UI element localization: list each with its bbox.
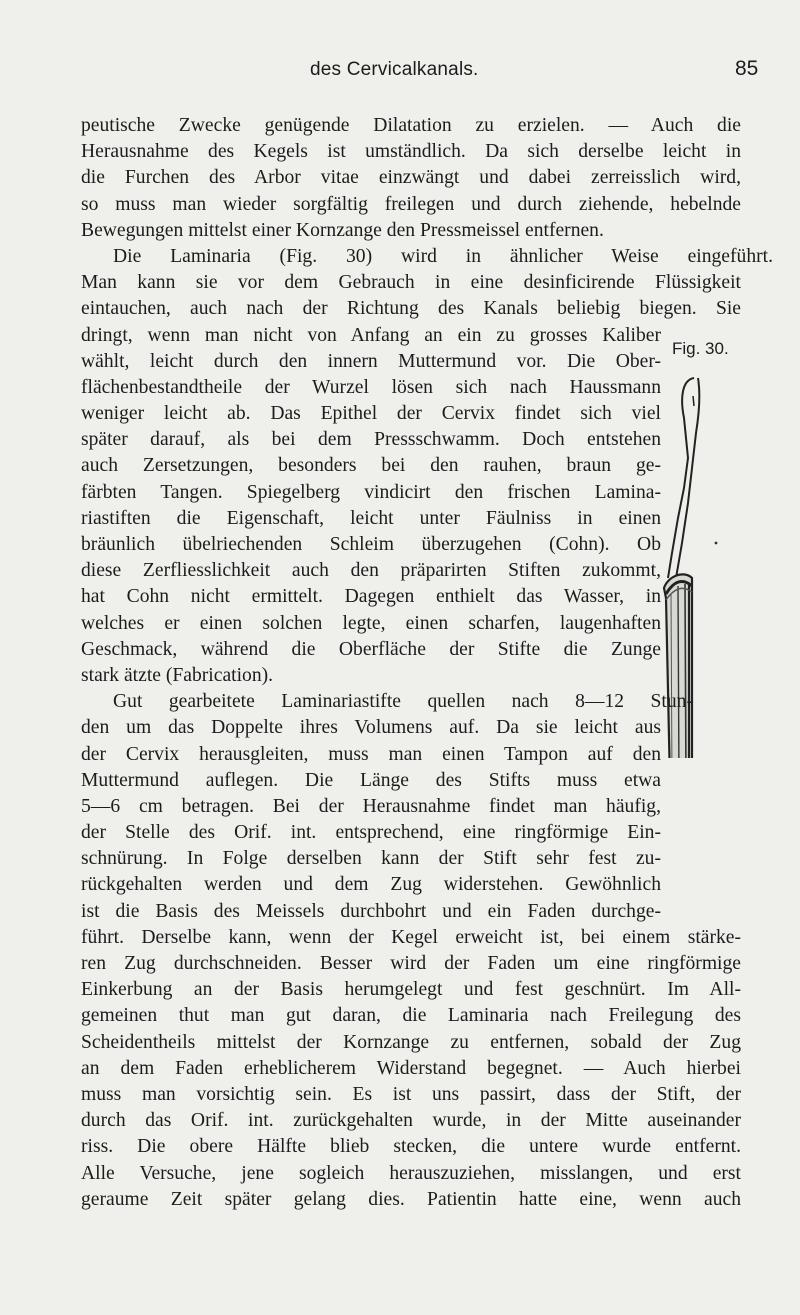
text-line: Muttermund auflegen. Die Länge des Stifts muss etwa <box>81 769 661 791</box>
text-line: an dem Faden erheblicherem Widerstand begegnet. — Auch hierbei <box>81 1057 741 1079</box>
text-line: den um das Doppelte ihres Volumens auf. Da sie leicht aus <box>81 717 661 739</box>
text-line: stark ätzte (Fabrication). <box>81 664 274 686</box>
text-line: diese Zerfliesslichkeit auch den präparirten Stiften zukommt, <box>81 560 661 582</box>
text-line: geraume Zeit später gelang dies. Patientin hatte eine, wenn auch <box>81 1188 741 1210</box>
text-line: welches er einen solchen legte, einen scharfen, laugenhaften <box>81 612 661 634</box>
figure-label: Fig. 30. <box>672 339 729 358</box>
text-line: bräunlich übelriechenden Schleim überzugehen (Cohn). Ob <box>81 534 661 555</box>
text-line: der Stelle des Orif. int. entsprechend, eine ringförmige Ein- <box>81 822 661 844</box>
text-line: führt. Derselbe kann, wenn der Kegel erweicht ist, bei einem stärke- <box>81 926 741 948</box>
text-line: peutische Zwecke genügende Dilatation zu erzielen. — Auch die <box>81 115 741 136</box>
text-line: weniger leicht ab. Das Epithel der Cervix findet sich viel <box>81 403 661 425</box>
text-line: ren Zug durchschneiden. Besser wird der Faden um eine ringförmige <box>81 953 741 974</box>
text-line: Scheidentheils mittelst der Kornzange zu entfernen, sobald der Zug <box>81 1031 741 1053</box>
text-line: rückgehalten werden und dem Zug widerstehen. Gewöhnlich <box>81 874 661 896</box>
text-line: die Furchen des Arbor vitae einzwängt und dabei zerreisslich wird, <box>81 167 741 189</box>
text-line: wählt, leicht durch den innern Muttermund vor. Die Ober- <box>81 350 661 372</box>
text-line: Bewegungen mittelst einer Kornzange den Pressmeissel entfernen. <box>81 219 604 241</box>
text-line: Die Laminaria (Fig. 30) wird in ähnlicher Weise eingeführt. <box>113 245 773 267</box>
page-number: 85 <box>735 57 759 80</box>
text-line: färbten Tangen. Spiegelberg vindicirt den frischen Lamina- <box>81 481 661 503</box>
text-line: Einkerbung an der Basis herumgelegt und fest geschnürt. Im All- <box>81 979 741 1001</box>
body-text <box>81 113 773 1213</box>
text-line: später darauf, als bei dem Pressschwamm. Doch entstehen <box>81 429 661 451</box>
text-line: Geschmack, während die Oberfläche der Stifte die Zunge <box>81 638 661 660</box>
running-head: des Cervicalkanals. <box>310 59 479 80</box>
text-line: muss man vorsichtig sein. Es ist uns passirt, dass der Stift, der <box>81 1083 741 1105</box>
page-header <box>0 57 800 87</box>
text-line: dringt, wenn man nicht von Anfang an ein zu grosses Kaliber <box>81 324 661 346</box>
text-line: auch Zersetzungen, besonders bei den rauhen, braun ge- <box>81 455 661 477</box>
text-line: riastiften die Eigenschaft, leicht unter Fäulniss in einen <box>81 507 661 529</box>
text-line: ist die Basis des Meissels durchbohrt und ein Faden durchge- <box>81 900 661 922</box>
text-line: durch das Orif. int. zurückgehalten wurde, in der Mitte auseinander <box>81 1110 741 1132</box>
text-line: schnürung. In Folge derselben kann der Stift sehr fest zu- <box>81 848 661 870</box>
text-line: hat Cohn nicht ermittelt. Dagegen enthielt das Wasser, in <box>81 586 661 608</box>
text-line: Man kann sie vor dem Gebrauch in eine desinficirende Flüssigkeit <box>81 272 741 294</box>
text-line: so muss man wieder sorgfältig freilegen und durch ziehende, hebelnde <box>81 193 741 215</box>
text-line: der Cervix herausgleiten, muss man einen Tampon auf den <box>81 743 661 765</box>
text-line: Herausnahme des Kegels ist umständlich. Da sich derselbe leicht in <box>81 141 741 163</box>
text-line: gemeinen thut man gut daran, die Laminaria nach Freilegung des <box>81 1005 741 1027</box>
text-line: eintauchen, auch nach der Richtung des Kanals beliebig biegen. Sie <box>81 298 741 320</box>
text-line: Alle Versuche, jene sogleich herauszuziehen, misslangen, und erst <box>81 1162 741 1184</box>
text-line: flächenbestandtheile der Wurzel lösen sich nach Haussmann <box>81 376 661 398</box>
text-line: riss. Die obere Hälfte blieb stecken, die untere wurde entfernt. <box>81 1136 741 1158</box>
text-line: Gut gearbeitete Laminariastifte quellen nach 8—12 Stun- <box>113 691 693 713</box>
text-line: 5—6 cm betragen. Bei der Herausnahme findet man häufig, <box>81 795 661 817</box>
